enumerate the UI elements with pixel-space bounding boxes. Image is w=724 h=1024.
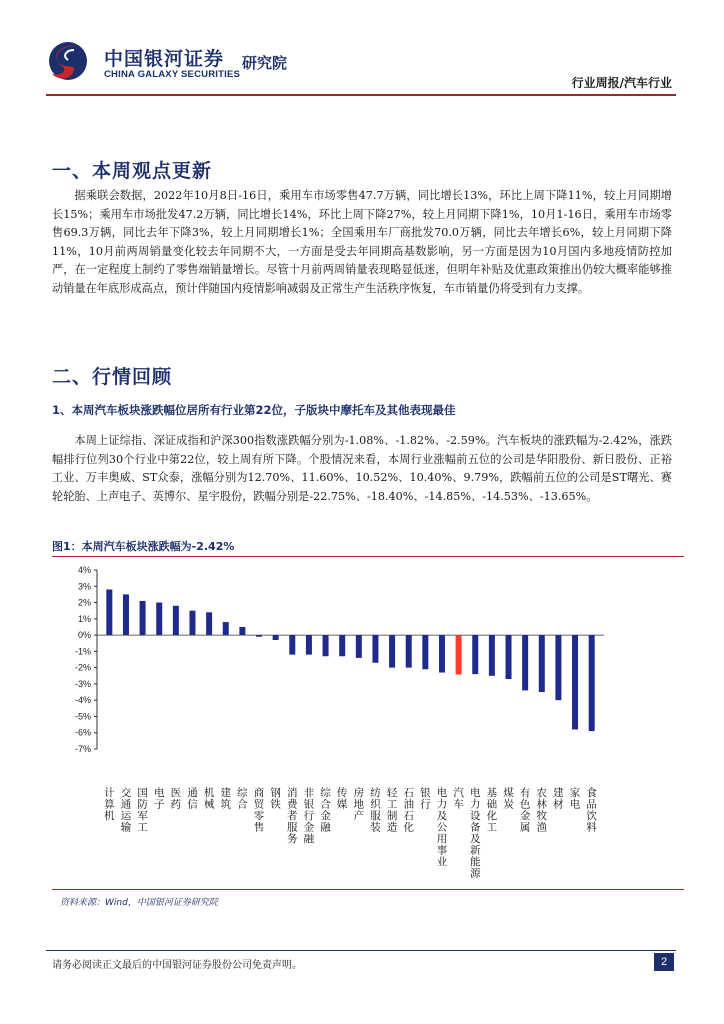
- sector-returns-bar-chart: [52, 562, 684, 892]
- bar-非银行金融: [306, 635, 312, 655]
- footer-divider: [46, 950, 676, 951]
- x-tick-label: 房地产: [353, 787, 365, 822]
- bar-房地产: [356, 635, 362, 658]
- x-tick-label: 综合: [237, 787, 248, 811]
- x-tick-label: 通信: [187, 787, 198, 811]
- y-tick-label: -7%: [74, 744, 91, 754]
- bar-家电: [572, 635, 578, 729]
- x-tick-label: 消费者服务: [287, 787, 298, 845]
- bar-有色金属: [522, 635, 528, 690]
- x-tick-label: 建材: [553, 787, 564, 811]
- bar-机械: [206, 612, 212, 635]
- y-tick-label: -3%: [74, 678, 91, 689]
- bar-建筑: [223, 622, 229, 635]
- bar-银行: [422, 635, 428, 669]
- x-tick-label: 银行: [420, 787, 431, 811]
- x-tick-label: 纺织服装: [370, 787, 381, 834]
- section-2-subheading: 1、本周汽车板块涨跌幅位居所有行业第22位，子版块中摩托车及其他表现最佳: [52, 403, 456, 417]
- bar-医药: [173, 606, 179, 635]
- bar-电力及公用事业: [439, 635, 445, 672]
- figure-top-divider: [52, 556, 684, 557]
- y-tick-label: 2%: [77, 597, 91, 608]
- x-tick-label: 有色金属: [519, 787, 531, 834]
- x-tick-label: 煤炭: [503, 787, 514, 811]
- bar-食品饮料: [589, 635, 595, 731]
- x-tick-label: 电力及公用事业: [436, 787, 448, 868]
- y-tick-label: -6%: [74, 727, 91, 738]
- bar-汽车: [456, 635, 462, 674]
- y-tick-label: -2%: [74, 662, 91, 673]
- x-tick-label: 家电: [569, 787, 581, 811]
- bar-农林牧渔: [539, 635, 545, 692]
- figure-source-note: 资料来源：Wind，中国银河证券研究院: [60, 898, 218, 908]
- y-tick-label: 0%: [77, 630, 91, 641]
- x-tick-label: 农林牧渔: [536, 787, 548, 834]
- logo-english-name: CHINA GALAXY SECURITIES: [104, 69, 241, 80]
- x-tick-label: 非银行金融: [303, 787, 315, 845]
- header-divider: [46, 94, 676, 96]
- bar-煤炭: [506, 635, 512, 679]
- bar-建材: [555, 635, 561, 700]
- bar-传媒: [339, 635, 345, 656]
- footer-disclaimer: 请务必阅读正文最后的中国银河证券股份公司免责声明。: [52, 960, 302, 971]
- x-tick-label: 汽车: [453, 787, 464, 811]
- x-tick-label: 机械: [203, 787, 215, 811]
- section-1-title: 一、本周观点更新: [52, 160, 213, 182]
- x-tick-label: 综合金融: [320, 787, 331, 834]
- x-tick-label: 石油石化: [403, 787, 414, 834]
- bar-计算机: [106, 590, 112, 636]
- section-2-title: 二、行情回顾: [52, 366, 173, 388]
- x-tick-label: 医药: [170, 787, 182, 811]
- section-1-paragraph: 据乘联会数据，2022年10月8日-16日，乘用车市场零售47.7万辆，同比增长13%，环比上周下降11%，较上月同期增长15%；乘用车市场批发47.2万辆，同比增长14%，环比上周下降27%，较上月同期下降1%，10月1-16日，乘用车市场零售69.3万辆，同比去年下降3%，较上月同期增长1%；全国乘用车厂商批发70.0万辆，同比去年增长6%，较上月同期下降11%，10月前两周销量变化较去年同期不大，一方面是受去年同期高基数影响，另一方面是因为10月国内多地疫情防控加严，在一定程度上制约了零售端销量增长。尽管十月前两周销量表现略显低迷，但明年补贴及优惠政策推出仍较大概率能够推动销量在年底形成高点，预计伴随国内疫情影响减弱及正常生产生活秩序恢复，车市销量仍将受到有力支撑。: [52, 189, 672, 295]
- x-tick-label: 电子: [153, 787, 165, 811]
- y-tick-label: 3%: [77, 581, 91, 592]
- x-tick-label: 食品饮料: [586, 787, 597, 834]
- logo-chinese-name: 中国银河证券: [104, 48, 225, 70]
- bar-轻工制造: [389, 635, 395, 668]
- institute-name: 研究院: [242, 54, 288, 72]
- x-tick-label: 传媒: [336, 787, 348, 811]
- x-tick-label: 交通运输: [120, 787, 132, 834]
- bar-纺织服装: [372, 635, 378, 663]
- y-tick-label: 1%: [77, 613, 91, 624]
- x-tick-label: 建筑: [220, 787, 231, 811]
- bar-电子: [156, 603, 162, 636]
- company-logo-icon: [46, 40, 90, 82]
- x-tick-label: 轻工制造: [386, 787, 398, 834]
- x-tick-label: 商贸零售: [253, 787, 265, 834]
- bar-交通运输: [123, 594, 129, 635]
- figure-caption: 图1：本周汽车板块涨跌幅为-2.42%: [52, 540, 235, 553]
- bar-通信: [189, 611, 195, 635]
- figure-bottom-divider: [52, 889, 684, 890]
- page-number: 2: [654, 953, 674, 971]
- bar-电力设备及新能源: [472, 635, 478, 674]
- bar-消费者服务: [289, 635, 295, 655]
- bar-商贸零售: [256, 635, 262, 637]
- x-tick-label: 计算机: [104, 787, 115, 822]
- x-tick-label: 钢铁: [270, 787, 281, 811]
- x-tick-label: 电力设备及新能源: [470, 787, 481, 880]
- bar-基础化工: [489, 635, 495, 676]
- y-tick-label: -1%: [74, 646, 91, 657]
- bar-综合金融: [323, 635, 329, 656]
- y-tick-label: -5%: [74, 711, 91, 722]
- bar-国防军工: [140, 601, 146, 635]
- y-tick-label: -4%: [74, 695, 91, 706]
- bar-钢铁: [273, 635, 279, 640]
- section-2-paragraph: 本周上证综指、深证成指和沪深300指数涨跌幅分别为-1.08%、-1.82%、-2.59%。汽车板块的涨跌幅为-2.42%，涨跌幅排行位列30个行业中第22位，较上周有所下降。个股情况来看，本周行业涨幅前五位的公司是华阳股份、新日股份、正裕工业、万丰奥威、ST众泰，涨幅分别为12.70%、11.60%、10.52%、10.40%、9.79%，跌幅前五位的公司是ST曙光、赛轮轮胎、上声电子、英博尔、星宇股份，跌幅分别是-22.75%、-18.40%、-14.85%、-14.53%、-13.65%。: [52, 434, 672, 503]
- bar-石油石化: [406, 635, 412, 668]
- bar-综合: [239, 627, 245, 635]
- x-tick-label: 基础化工: [486, 787, 498, 834]
- x-tick-label: 国防军工: [137, 787, 148, 834]
- y-tick-label: 4%: [77, 565, 91, 575]
- report-type: 行业周报/汽车行业: [571, 76, 672, 90]
